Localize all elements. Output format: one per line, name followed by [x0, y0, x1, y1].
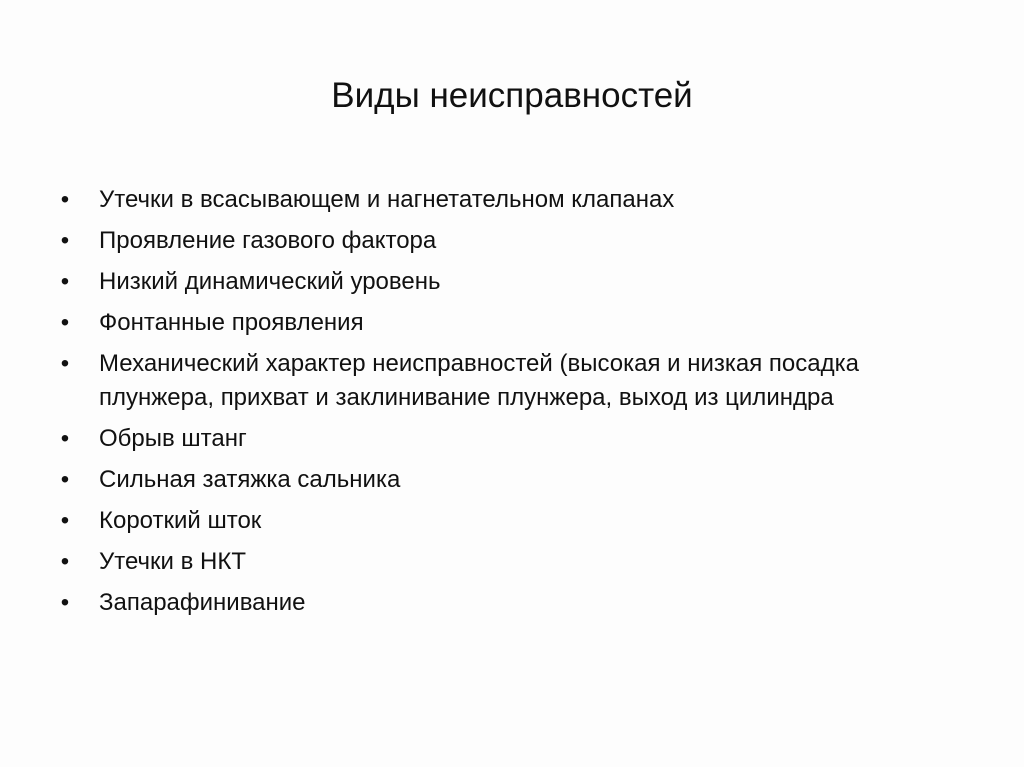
- bullet-icon: •: [60, 309, 70, 336]
- list-item-text: Проявление газового фактора: [99, 227, 437, 254]
- list-item: [58, 224, 938, 258]
- bullet-icon: •: [60, 186, 70, 213]
- list-item: [58, 306, 938, 340]
- slide-title: Виды неисправностей: [331, 76, 693, 115]
- list-item: [58, 504, 938, 538]
- bullet-icon: •: [60, 227, 70, 254]
- list-item: [58, 463, 938, 497]
- list-item-text: Обрыв штанг: [99, 425, 247, 452]
- list-item: [58, 545, 938, 579]
- list-item: [58, 183, 938, 217]
- list-item: [58, 265, 938, 299]
- list-item: [58, 586, 938, 620]
- list-item: [58, 422, 938, 456]
- list-item-text: Сильная затяжка сальника: [99, 466, 401, 493]
- bullet-icon: •: [60, 589, 70, 616]
- list-item-text: Запарафинивание: [99, 589, 306, 616]
- bullet-icon: •: [60, 466, 70, 493]
- list-item-text: Фонтанные проявления: [99, 309, 364, 336]
- list-item-text: Низкий динамический уровень: [99, 268, 441, 295]
- bullet-icon: •: [60, 268, 70, 295]
- bullet-list: [58, 183, 938, 627]
- list-item: [58, 347, 938, 415]
- bullet-icon: •: [60, 350, 70, 377]
- list-item-text: Утечки в всасывающем и нагнетательном клапанах: [99, 186, 675, 213]
- bullet-icon: •: [60, 507, 70, 534]
- list-item-text: Утечки в НКТ: [99, 548, 246, 575]
- list-item-text: Механический характер неисправностей (высокая и низкая посадка плунжера, прихват и заклинивание плунжера, выход из цилиндра: [99, 350, 859, 411]
- bullet-icon: •: [60, 425, 70, 452]
- list-item-text: Короткий шток: [99, 507, 262, 534]
- bullet-icon: •: [60, 548, 70, 575]
